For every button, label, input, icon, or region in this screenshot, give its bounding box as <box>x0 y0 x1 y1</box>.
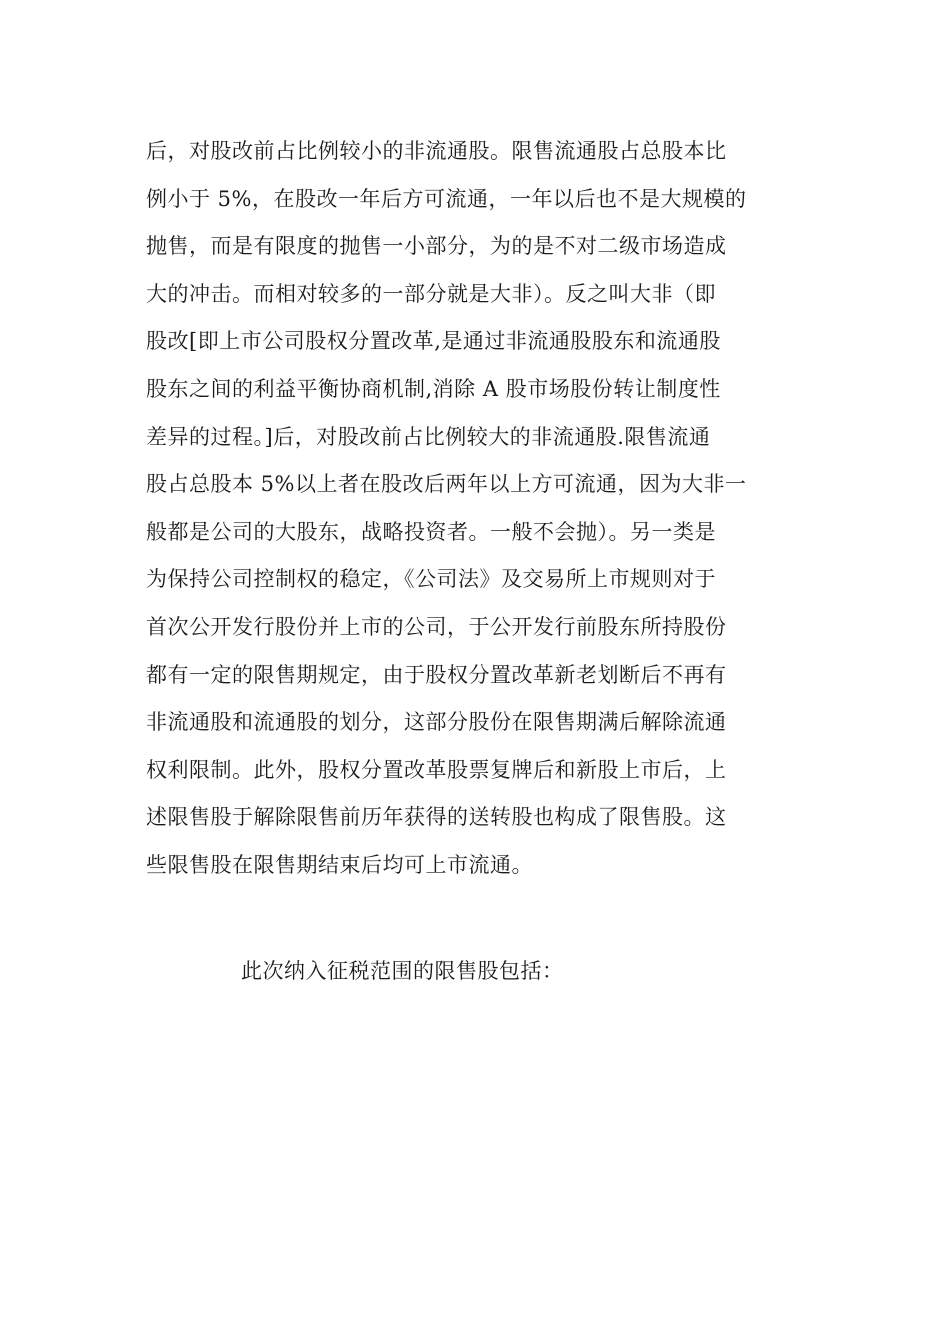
paragraph-line: 大的冲击。而相对较多的一部分就是大非）。反之叫大非（即 <box>146 281 716 306</box>
paragraph-line: 首次公开发行股份并上市的公司，于公开发行前股东所持股份 <box>146 614 727 639</box>
paragraph-line: 差异的过程。]后，对股改前占比例较大的非流通股.限售流通 <box>146 424 711 449</box>
paragraph-line: 后，对股改前占比例较小的非流通股。限售流通股占总股本比 <box>146 139 727 163</box>
paragraph-line: 股改[即上市公司股权分置改革,是通过非流通股股东和流通股 <box>146 329 721 354</box>
paragraph-line: 些限售股在限售期结束后均可上市流通。 <box>146 852 533 877</box>
paragraph-line: 权利限制。此外，股权分置改革股票复牌后和新股上市后，上 <box>146 757 727 782</box>
paragraph-line: 般都是公司的大股东，战略投资者。一般不会抛）。另一类是 <box>146 519 716 544</box>
paragraph-1 <box>146 128 806 890</box>
paragraph-line: 都有一定的限售期规定，由于股权分置改革新老划断后不再有 <box>146 662 727 687</box>
paragraph-line: 股东之间的利益平衡协商机制,消除 A 股市场股份转让制度性 <box>146 376 721 401</box>
paragraph-2: 此次纳入征税范围的限售股包括： <box>241 959 564 983</box>
paragraph-line: 非流通股和流通股的划分，这部分股份在限售期满后解除流通 <box>146 710 727 735</box>
paragraph-line: 为保持公司控制权的稳定，《公司法》及交易所上市规则对于 <box>146 567 716 592</box>
paragraph-line: 抛售，而是有限度的抛售一小部分，为的是不对二级市场造成 <box>146 234 727 259</box>
paragraph-line: 例小于 5%，在股改一年后方可流通，一年以后也不是大规模的 <box>146 186 747 211</box>
paragraph-line: 股占总股本 5%以上者在股改后两年以上方可流通，因为大非一 <box>146 472 747 497</box>
paragraph-line: 述限售股于解除限售前历年获得的送转股也构成了限售股。这 <box>146 805 727 830</box>
